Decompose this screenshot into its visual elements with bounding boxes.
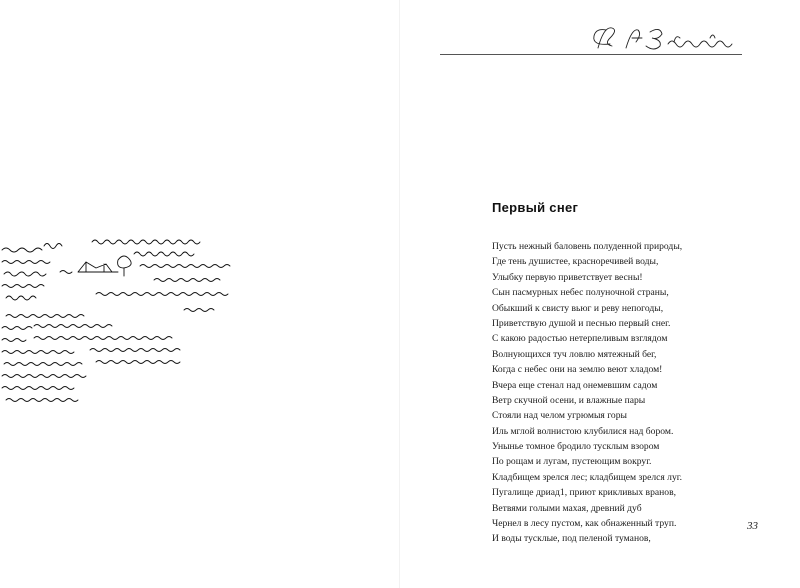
author-signature-logo <box>592 24 742 54</box>
poem-line: Сын пасмурных небес полуночной страны, <box>492 287 669 299</box>
poem-line: Пугалище дриад1, приют крикливых вранов, <box>492 487 677 499</box>
poem-line: Ветвями голыми махая, древний дуб <box>492 502 642 514</box>
running-head-rule <box>440 54 742 55</box>
poem-title: Первый снег <box>492 200 579 215</box>
poem-line: Волнующихся туч ловлю мятежный бег, <box>492 348 657 360</box>
poem-line: Ветр скучной осени, и влажные пары <box>492 394 646 406</box>
poem-line: Приветствую душой и песнью первый снег. <box>492 317 671 329</box>
poem-line: Стояли над челом угрюмыя горы <box>492 410 627 422</box>
poem-line: Вчера еще стенал над онемевшим садом <box>492 379 658 391</box>
poem-text <box>492 239 752 547</box>
poem-line: С какою радостью нетерпеливым взглядом <box>492 333 668 345</box>
poem-line: Иль мглой волнистою клубилися над бором. <box>492 425 674 437</box>
page-number: 33 <box>747 520 758 532</box>
poem-line: Когда с небес они на землю веют хладом! <box>492 364 663 376</box>
poem-line: Кладбищем зрелся лес; кладбищем зрелся луг. <box>492 471 683 483</box>
poem-line: Где тень душистее, красноречивей воды, <box>492 256 659 268</box>
handwritten-manuscript-image <box>0 220 245 410</box>
poem-line: Унынье томное бродило тусклым взором <box>492 441 660 453</box>
poem-line: И воды тусклые, под пеленой туманов, <box>492 533 651 545</box>
poem-line: По рощам и лугам, пустеющим вокруг. <box>492 456 652 468</box>
poem-line: Чернел в лесу пустом, как обнаженный труп. <box>492 518 677 530</box>
poem-line: Обыкший к свисту вьюг и реву непогоды, <box>492 302 664 314</box>
poem-line: Улыбку первую приветствует весны! <box>492 271 643 283</box>
poem-line: Пусть нежный баловень полуденной природы, <box>492 241 683 252</box>
